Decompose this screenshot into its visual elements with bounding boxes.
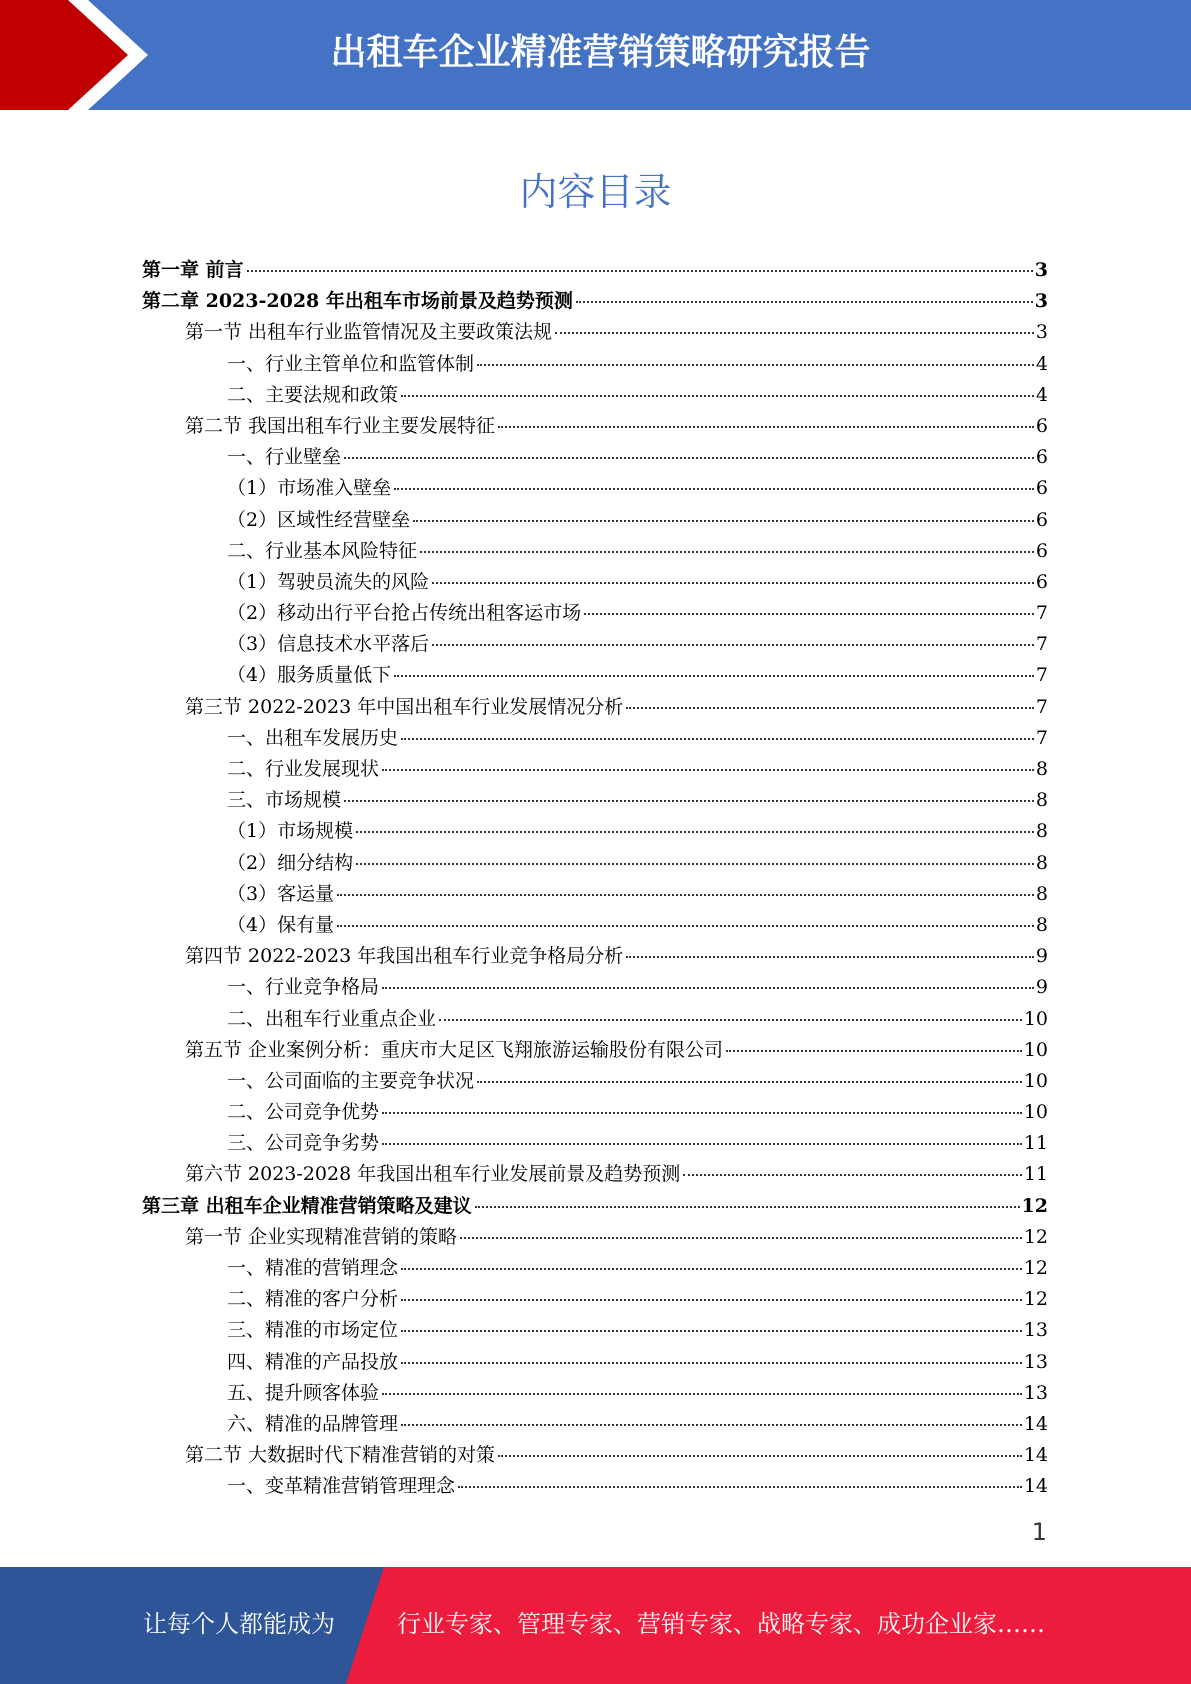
toc-entry[interactable]	[142, 349, 1048, 380]
toc-entry-page: 13	[1023, 1319, 1048, 1342]
toc-entry-page: 8	[1035, 913, 1048, 936]
toc-entry-title: 二、出租车行业重点企业	[227, 1007, 437, 1030]
toc-entry[interactable]	[142, 754, 1048, 785]
toc-entry-title: 一、精准的营销理念	[227, 1257, 399, 1279]
toc-entry-title: 一、行业竞争格局	[227, 976, 380, 999]
toc-leader-dots	[382, 769, 1034, 771]
toc-entry-page: 10	[1023, 1007, 1048, 1030]
toc-entry-title: 二、主要法规和政策	[227, 383, 399, 406]
toc-entry[interactable]	[142, 317, 1048, 348]
toc-entry-title: 五、提升顾客体验	[227, 1381, 380, 1404]
toc-entry-page: 3	[1035, 321, 1048, 344]
toc-entry-title: 第六节 2023-2028 年我国出租车行业发展前景及趋势预测	[185, 1163, 681, 1186]
toc-leader-dots	[458, 1486, 1022, 1488]
toc-entry[interactable]	[142, 1440, 1048, 1471]
toc-entry-title: （3）信息技术水平落后	[227, 633, 430, 656]
toc-entry[interactable]	[142, 1159, 1048, 1190]
toc-leader-dots	[401, 1424, 1022, 1426]
toc-entry-title: （4）服务质量低下	[227, 664, 392, 687]
toc-heading: 内容目录	[519, 170, 672, 214]
toc-entry[interactable]	[142, 816, 1048, 847]
toc-entry-title: 第一节 企业实现精准营销的策略	[185, 1225, 458, 1248]
toc-entry-title: （4）保有量	[227, 913, 335, 936]
toc-entry-page: 8	[1035, 789, 1048, 812]
toc-leader-dots	[477, 1081, 1022, 1083]
toc-entry[interactable]	[142, 255, 1048, 286]
toc-leader-dots	[432, 644, 1034, 646]
toc-leader-dots	[344, 457, 1034, 459]
toc-entry[interactable]	[142, 1191, 1048, 1222]
toc-leader-dots	[420, 551, 1034, 553]
toc-leader-dots	[401, 395, 1034, 397]
toc-leader-dots	[413, 520, 1034, 522]
table-of-contents	[142, 255, 1048, 1503]
toc-entry[interactable]	[142, 1347, 1048, 1378]
toc-entry[interactable]	[142, 1253, 1048, 1284]
toc-entry[interactable]	[142, 442, 1048, 473]
toc-entry-page: 6	[1035, 446, 1048, 469]
toc-entry-page: 13	[1023, 1381, 1048, 1404]
toc-entry-title: 三、公司竞争劣势	[227, 1132, 380, 1155]
toc-leader-dots	[498, 1455, 1022, 1457]
toc-entry-page: 12	[1021, 1194, 1048, 1217]
toc-entry-title: （1）驾驶员流失的风险	[227, 570, 430, 593]
toc-entry-title: 二、行业发展现状	[227, 758, 380, 780]
toc-leader-dots	[394, 488, 1034, 490]
page-header	[0, 0, 1191, 110]
toc-leader-dots	[337, 894, 1034, 896]
toc-leader-dots	[498, 426, 1034, 428]
toc-entry-title: 二、行业基本风险特征	[227, 539, 418, 562]
toc-leader-dots	[626, 956, 1034, 958]
toc-leader-dots	[726, 1050, 1022, 1052]
toc-leader-dots	[382, 1112, 1022, 1114]
toc-entry[interactable]	[142, 660, 1048, 691]
toc-entry[interactable]	[142, 941, 1048, 972]
toc-entry-page: 11	[1023, 1163, 1048, 1186]
toc-entry-title: 第五节 企业案例分析：重庆市大足区飞翔旅游运输股份有限公司	[185, 1038, 724, 1061]
toc-entry-page: 14	[1023, 1475, 1048, 1498]
toc-entry[interactable]	[142, 723, 1048, 754]
toc-entry[interactable]	[142, 848, 1048, 879]
toc-entry-title: （1）市场准入壁垒	[227, 477, 392, 500]
toc-entry-title: 第四节 2022-2023 年我国出租车行业竞争格局分析	[185, 945, 624, 968]
toc-entry-page: 9	[1035, 976, 1048, 999]
toc-entry-page: 6	[1035, 477, 1048, 500]
toc-entry-page: 10	[1023, 1101, 1048, 1124]
toc-leader-dots	[356, 831, 1034, 833]
toc-entry[interactable]	[142, 692, 1048, 723]
toc-entry-page: 14	[1023, 1444, 1048, 1467]
toc-entry[interactable]	[142, 629, 1048, 660]
toc-entry-title: 一、行业主管单位和监管体制	[227, 352, 475, 375]
toc-entry[interactable]	[142, 380, 1048, 411]
toc-entry-title: 第二章 2023-2028 年出租车市场前景及趋势预测	[142, 290, 573, 313]
toc-entry-page: 7	[1035, 726, 1048, 749]
toc-entry-title: 第三章 出租车企业精准营销策略及建议	[142, 1194, 472, 1217]
toc-entry[interactable]	[142, 1471, 1048, 1502]
toc-entry-page: 6	[1035, 508, 1048, 531]
toc-entry[interactable]	[142, 505, 1048, 536]
toc-entry-page: 6	[1035, 570, 1048, 593]
toc-leader-dots	[382, 1143, 1022, 1145]
toc-leader-dots	[555, 332, 1034, 334]
toc-entry-page: 10	[1023, 1069, 1048, 1092]
toc-leader-dots	[401, 1299, 1022, 1301]
toc-entry-page: 13	[1023, 1350, 1048, 1373]
toc-entry[interactable]	[142, 473, 1048, 504]
toc-entry-title: 六、精准的品牌管理	[227, 1412, 399, 1435]
toc-leader-dots	[401, 1268, 1022, 1270]
toc-entry-page: 9	[1035, 945, 1048, 968]
toc-leader-dots	[247, 270, 1033, 272]
toc-entry[interactable]	[142, 411, 1048, 442]
toc-entry-page: 7	[1035, 602, 1048, 625]
toc-entry-title: 一、公司面临的主要竞争状况	[227, 1069, 475, 1092]
toc-entry[interactable]	[142, 785, 1048, 816]
toc-leader-dots	[382, 1393, 1022, 1395]
toc-entry-page: 8	[1035, 820, 1048, 843]
toc-entry-page: 8	[1035, 851, 1048, 874]
toc-entry-page: 8	[1035, 882, 1048, 905]
toc-leader-dots	[584, 613, 1034, 615]
footer-slogan-left: 让每个人都能成为	[143, 1610, 335, 1638]
toc-leader-dots	[475, 1206, 1020, 1208]
toc-entry-title: 二、精准的客户分析	[227, 1288, 399, 1311]
report-title: 出租车企业精准营销策略研究报告	[330, 32, 871, 73]
toc-entry-title: 一、行业壁垒	[227, 446, 342, 469]
toc-entry-title: 第二节 我国出租车行业主要发展特征	[185, 414, 496, 437]
toc-entry[interactable]	[142, 910, 1048, 941]
toc-entry[interactable]	[142, 1284, 1048, 1315]
toc-entry-page: 6	[1035, 414, 1048, 437]
toc-entry-title: 第二节 大数据时代下精准营销的对策	[185, 1444, 496, 1467]
toc-entry-page: 12	[1023, 1288, 1048, 1311]
toc-entry[interactable]	[142, 972, 1048, 1003]
toc-entry[interactable]	[142, 1066, 1048, 1097]
toc-entry-page: 7	[1035, 695, 1048, 718]
toc-entry-page: 12	[1023, 1225, 1048, 1248]
toc-entry[interactable]	[142, 879, 1048, 910]
toc-entry[interactable]	[142, 1128, 1048, 1159]
toc-entry-title: 三、市场规模	[227, 789, 342, 812]
toc-entry[interactable]	[142, 1035, 1048, 1066]
toc-entry[interactable]	[142, 598, 1048, 629]
toc-entry[interactable]	[142, 286, 1048, 317]
toc-entry-title: （2）细分结构	[227, 851, 354, 874]
toc-leader-dots	[382, 987, 1034, 989]
toc-entry-page: 3	[1034, 290, 1048, 313]
toc-leader-dots	[401, 1362, 1022, 1364]
page-number: 1	[1031, 1518, 1047, 1546]
footer-slogan-right: 行业专家、管理专家、营销专家、战略专家、成功企业家……	[397, 1610, 1045, 1638]
toc-entry[interactable]	[142, 1097, 1048, 1128]
toc-entry[interactable]	[142, 1222, 1048, 1253]
toc-entry-page: 4	[1035, 383, 1048, 406]
toc-leader-dots	[626, 707, 1034, 709]
toc-entry-title: （2）区域性经营壁垒	[227, 508, 411, 531]
toc-leader-dots	[432, 582, 1034, 584]
toc-entry-page: 8	[1035, 758, 1048, 780]
toc-entry[interactable]	[142, 1378, 1048, 1409]
toc-leader-dots	[356, 863, 1034, 865]
toc-leader-dots	[477, 364, 1034, 366]
toc-entry-page: 12	[1023, 1257, 1048, 1279]
page-footer	[0, 1567, 1191, 1684]
toc-leader-dots	[460, 1237, 1022, 1239]
toc-entry-title: （3）客运量	[227, 882, 335, 905]
toc-entry-title: 四、精准的产品投放	[227, 1350, 399, 1373]
toc-entry-page: 10	[1023, 1038, 1048, 1061]
toc-leader-dots	[683, 1174, 1022, 1176]
toc-entry-title: 第三节 2022-2023 年中国出租车行业发展情况分析	[185, 695, 624, 718]
toc-entry[interactable]	[142, 1004, 1048, 1035]
toc-leader-dots	[401, 1330, 1022, 1332]
toc-entry[interactable]	[142, 567, 1048, 598]
toc-leader-dots	[344, 800, 1034, 802]
toc-entry-page: 11	[1023, 1132, 1048, 1155]
toc-entry[interactable]	[142, 536, 1048, 567]
toc-entry-page: 7	[1035, 633, 1048, 656]
toc-leader-dots	[337, 925, 1034, 927]
toc-entry-page: 3	[1034, 259, 1048, 281]
toc-leader-dots	[401, 738, 1034, 740]
toc-entry-page: 14	[1023, 1412, 1048, 1435]
toc-entry-page: 6	[1035, 539, 1048, 562]
toc-entry[interactable]	[142, 1315, 1048, 1346]
toc-entry-title: （2）移动出行平台抢占传统出租客运市场	[227, 602, 582, 625]
toc-entry-page: 7	[1035, 664, 1048, 687]
toc-entry-title: 第一节 出租车行业监管情况及主要政策法规	[185, 321, 553, 344]
toc-entry-title: 一、出租车发展历史	[227, 726, 399, 749]
toc-entry-title: 第一章 前言	[142, 259, 244, 281]
toc-entry-title: 三、精准的市场定位	[227, 1319, 399, 1342]
toc-entry-page: 4	[1035, 352, 1048, 375]
toc-entry[interactable]	[142, 1409, 1048, 1440]
toc-entry-title: （1）市场规模	[227, 820, 354, 843]
toc-entry-title: 二、公司竞争优势	[227, 1101, 380, 1124]
toc-leader-dots	[576, 301, 1033, 303]
toc-entry-title: 一、变革精准营销管理理念	[227, 1475, 456, 1498]
toc-leader-dots	[439, 1019, 1022, 1021]
toc-leader-dots	[394, 675, 1034, 677]
